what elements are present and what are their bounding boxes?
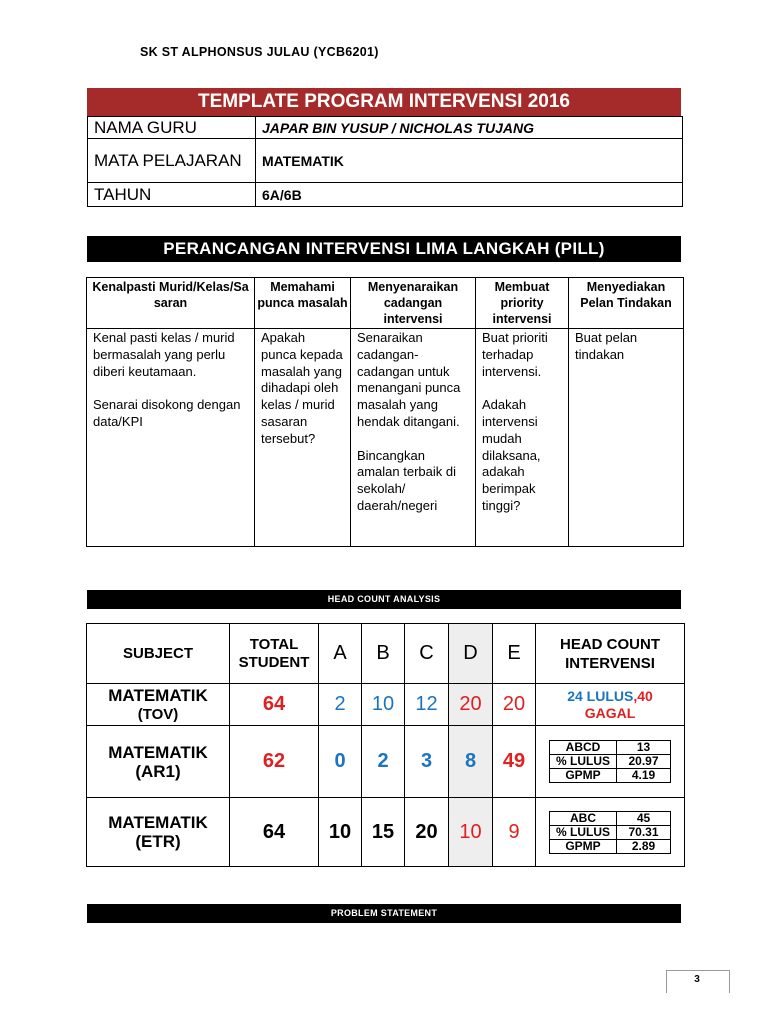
pill-text-membuat: Buat prioriti terhadap intervensi. Adakah intervensi mudah dilaksana, adakah berimpak tinggi?	[482, 330, 548, 513]
hc-etr-mini-value: 45	[617, 811, 671, 825]
hc-tov-intervensi	[536, 684, 685, 726]
hc-ar1-a: 0	[319, 726, 362, 798]
school-name: SK ST ALPHONSUS JULAU (YCB6201)	[140, 45, 379, 59]
hc-tov-lulus: 24 LULUS	[567, 687, 634, 704]
hc-ar1-mini-key: % LULUS	[550, 755, 617, 769]
hc-etr-b: 15	[362, 798, 405, 867]
hc-tov-c: 12	[405, 684, 449, 726]
page-number: 3	[694, 974, 700, 985]
hc-ar1-mini-table	[549, 740, 671, 783]
hc-ar1-mini-value: 13	[617, 741, 671, 755]
hc-etr-a: 10	[319, 798, 362, 867]
hc-etr-c: 20	[405, 798, 449, 867]
hc-etr-mini-value: 2.89	[617, 839, 671, 853]
hc-header-b: B	[362, 624, 405, 684]
hc-etr-e: 9	[493, 798, 536, 867]
hc-tov-subject-sub: (TOV)	[137, 705, 179, 723]
pill-header-kenalpasti: Kenalpasti Murid/Kelas/Sasaran	[87, 278, 255, 329]
hc-tov-subject-name: MATEMATIK	[108, 685, 208, 705]
hc-tov-total: 64	[230, 684, 319, 726]
hc-tov-b: 10	[362, 684, 405, 726]
hc-tov-e: 20	[493, 684, 536, 726]
value-mata-pelajaran: MATEMATIK	[256, 139, 683, 183]
label-tahun: TAHUN	[88, 183, 256, 207]
hc-row-ar1-subject	[87, 726, 230, 798]
hc-etr-total: 64	[230, 798, 319, 867]
hc-header-a: A	[319, 624, 362, 684]
hc-ar1-mini-key: GPMP	[550, 769, 617, 783]
hc-etr-mini-key: GPMP	[550, 839, 617, 853]
label-nama-guru: NAMA GURU	[88, 117, 256, 139]
hc-tov-d: 20	[449, 684, 493, 726]
value-tahun: 6A/6B	[256, 183, 683, 207]
hc-ar1-e: 49	[493, 726, 536, 798]
hc-ar1-summary	[536, 726, 685, 798]
hc-ar1-b: 2	[362, 726, 405, 798]
hc-tov-gagal: GAGAL	[584, 704, 636, 721]
pill-cell-menyediakan	[569, 329, 684, 547]
hc-row-tov-subject	[87, 684, 230, 726]
hc-header-intervensi: HEAD COUNT INTERVENSI	[536, 624, 685, 684]
hc-ar1-mini-value: 20.97	[617, 755, 671, 769]
hc-ar1-total: 62	[230, 726, 319, 798]
hc-ar1-subject-sub: (AR1)	[135, 761, 181, 781]
hc-etr-subject-sub: (ETR)	[135, 832, 181, 851]
pill-text-menyediakan: Buat pelan tindakan	[575, 330, 638, 362]
hc-tov-comma: ,	[633, 687, 638, 704]
pill-text-kenalpasti: Kenal pasti kelas / murid bermasalah yang perlu diberi keutamaan. Senarai disokong dengan data/KPI	[93, 330, 241, 429]
hc-header-c: C	[405, 624, 449, 684]
pill-text-memahami: Apakah punca kepada masalah yang dihadapi oleh kelas / murid sasaran tersebut?	[261, 330, 343, 446]
label-mata-pelajaran: MATA PELAJARAN	[88, 139, 256, 183]
hc-etr-subject-name: MATEMATIK	[108, 813, 208, 832]
problem-statement-bar: PROBLEM STATEMENT	[87, 904, 681, 923]
hc-etr-mini-table	[549, 811, 671, 854]
hc-tov-a: 2	[319, 684, 362, 726]
hc-header-d: D	[449, 624, 493, 684]
hc-ar1-d: 8	[449, 726, 493, 798]
hc-ar1-mini-key: ABCD	[550, 741, 617, 755]
pill-header-menyediakan: Menyediakan Pelan Tindakan	[569, 278, 684, 329]
pill-title: PERANCANGAN INTERVENSI LIMA LANGKAH (PILL)	[87, 236, 681, 262]
pill-table	[86, 277, 684, 547]
pill-header-menyenaraikan: Menyenaraikan cadangan intervensi	[351, 278, 476, 329]
pill-cell-kenalpasti	[87, 329, 255, 547]
pill-header-memahami: Memahami punca masalah	[255, 278, 351, 329]
hc-etr-mini-key: ABC	[550, 811, 617, 825]
pill-cell-membuat	[476, 329, 569, 547]
hc-etr-d: 10	[449, 798, 493, 867]
hc-etr-summary	[536, 798, 685, 867]
pill-header-membuat: Membuat priority intervensi	[476, 278, 569, 329]
value-nama-guru: JAPAR BIN YUSUP / NICHOLAS TUJANG	[256, 117, 683, 139]
pill-cell-menyenaraikan	[351, 329, 476, 547]
template-info-table	[87, 116, 683, 207]
hc-ar1-mini-value: 4.19	[617, 769, 671, 783]
template-title: TEMPLATE PROGRAM INTERVENSI 2016	[87, 88, 681, 116]
hc-ar1-subject-name: MATEMATIK	[108, 742, 208, 762]
head-count-table	[86, 623, 685, 867]
hc-tov-gagal-num: 40	[637, 687, 653, 704]
hc-header-e: E	[493, 624, 536, 684]
pill-cell-memahami	[255, 329, 351, 547]
hc-ar1-c: 3	[405, 726, 449, 798]
hc-etr-mini-value: 70.31	[617, 825, 671, 839]
hc-row-etr-subject	[87, 798, 230, 867]
head-count-bar: HEAD COUNT ANALYSIS	[87, 590, 681, 609]
hc-header-subject: SUBJECT	[87, 624, 230, 684]
hc-etr-mini-key: % LULUS	[550, 825, 617, 839]
pill-text-menyenaraikan: Senaraikan cadangan-cadangan untuk menangani punca masalah yang hendak ditangani. Bincangkan amalan terbaik di sekolah/ daerah/negeri	[357, 330, 461, 513]
hc-header-total: TOTAL STUDENT	[230, 624, 319, 684]
